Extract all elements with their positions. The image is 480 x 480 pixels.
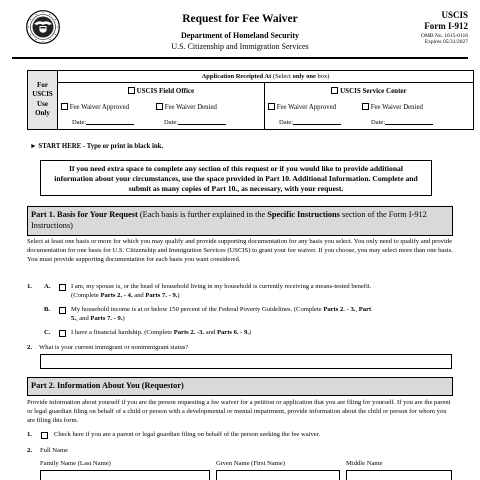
basis-c-text: I have a financial hardship. (Complete Parts 2. -3. and Parts 6. - 9.) [71, 329, 252, 336]
service-center-denied-checkbox[interactable] [362, 103, 369, 110]
basis-b-text: My household income is at or below 150 percent of the Federal Poverty Guidelines. (Complete Parts 2. - 3., Part 5., and Parts 7. - 9.) [71, 306, 372, 322]
for-uscis-use-only-label: For USCIS Use Only [28, 71, 58, 129]
family-name-label: Family Name (Last Name) [40, 460, 111, 467]
agency-name: U.S. Citizenship and Immigration Services [171, 42, 309, 52]
part2-heading: Part 2. Information About You (Requestor) [27, 377, 453, 396]
department-name: Department of Homeland Security [181, 31, 299, 41]
office-use-box [27, 70, 474, 130]
middle-name-label: Middle Name [346, 460, 383, 467]
service-center-column: USCIS Service Center Fee Waiver Approved Fee Waiver Denied Date: Date: [265, 83, 473, 129]
service-center-approved-date[interactable] [293, 119, 341, 125]
receipt-heading: Application Receipted At (Select only one box) [58, 71, 473, 83]
field-office-label: USCIS Field Office [136, 87, 195, 95]
uscis-label: USCIS [441, 10, 468, 20]
field-office-denied-date[interactable] [178, 119, 226, 125]
service-center-label: USCIS Service Center [340, 87, 407, 95]
basis-a-checkbox[interactable] [59, 284, 66, 291]
additional-info-notice: If you need extra space to complete any section of this request or if you would like to provide additional information about your circumstances, use the space provided in Part 10. Additional Information. Complete and submit as many copies of Part 10., as necessary, with your request. [40, 160, 432, 196]
basis-a-text: I am, my spouse is, or the head of household living in my household is currently receiving a means-tested benefit. (Complete Parts 2. - 4. and Parts 7. - 9.) [71, 283, 372, 299]
part1-heading: Part 1. Basis for Your Request (Each basis is further explained in the Specific Instructions section of the Form I-912 Instructions) [27, 206, 453, 236]
field-office-approved-checkbox[interactable] [61, 103, 68, 110]
immigrant-status-input[interactable] [40, 354, 452, 369]
start-here-instruction: ► START HERE - Type or print in black ink. [30, 143, 164, 150]
basis-a-item: 1. A. I am, my spouse is, or the head of household living in my household is currently receiving a means-tested benefit. (Complete Parts 2. - 4. and Parts 7. - 9.) [27, 283, 457, 305]
middle-name-input[interactable] [346, 470, 452, 480]
family-name-input[interactable] [40, 470, 210, 480]
part1-intro: Select at least one basis or more for which you may qualify and provide supporting documentation for any basis you select. You only need to qualify and provide documentation for one basis for U.S. Citizenship and Immigration Services (USCIS) to grant your fee waiver. If you choose, you may select more than one basis. You must provide supporting documentation for each basis you want considered. [27, 238, 453, 263]
service-center-checkbox[interactable] [331, 87, 338, 94]
field-office-column: USCIS Field Office Fee Waiver Approved Fee Waiver Denied Date: Date: [58, 83, 265, 129]
field-office-checkbox[interactable] [128, 87, 135, 94]
full-name-item: 2. Full Name [27, 447, 69, 454]
form-title: Request for Fee Waiver [182, 13, 298, 25]
service-center-approved-checkbox[interactable] [268, 103, 275, 110]
form-id-block [388, 10, 468, 46]
field-office-denied-checkbox[interactable] [156, 103, 163, 110]
dhs-seal-icon [26, 10, 60, 44]
basis-c-item: C. I have a financial hardship. (Complete Parts 2. -3. and Parts 6. - 9.) [27, 329, 457, 339]
part2-intro: Provide information about yourself if you are the person requesting a fee waiver for a petition or application that you are filing for yourself. If you are the parent or legal guardian filing on behalf of a child or person with a developmental or mental impairment, provide information about the child or person for whom you are filing this form. [27, 399, 451, 424]
field-office-approved-date[interactable] [86, 119, 134, 125]
basis-c-checkbox[interactable] [59, 330, 66, 337]
given-name-label: Given Name (First Name) [216, 460, 286, 467]
header-divider [12, 57, 468, 59]
status-question: 2. What is your current immigrant or nonimmigrant status? [27, 344, 189, 351]
form-number: Form I-912 [424, 21, 468, 32]
guardian-checkbox[interactable] [41, 432, 48, 439]
basis-b-checkbox[interactable] [59, 307, 66, 314]
basis-b-item: B. My household income is at or below 150 percent of the Federal Poverty Guidelines. (Complete Parts 2. - 3., Part 5., and Parts 7. - 9.) [27, 306, 457, 328]
omb-number: OMB No. 1615-0116 [420, 32, 468, 39]
form-header [140, 12, 340, 52]
expiration-date: Expires 05/31/2027 [424, 39, 468, 46]
guardian-item: 1. Check here if you are a parent or legal guardian filing on behalf of the person seeking the fee waiver. [27, 431, 321, 438]
service-center-denied-date[interactable] [385, 119, 433, 125]
given-name-input[interactable] [216, 470, 340, 480]
